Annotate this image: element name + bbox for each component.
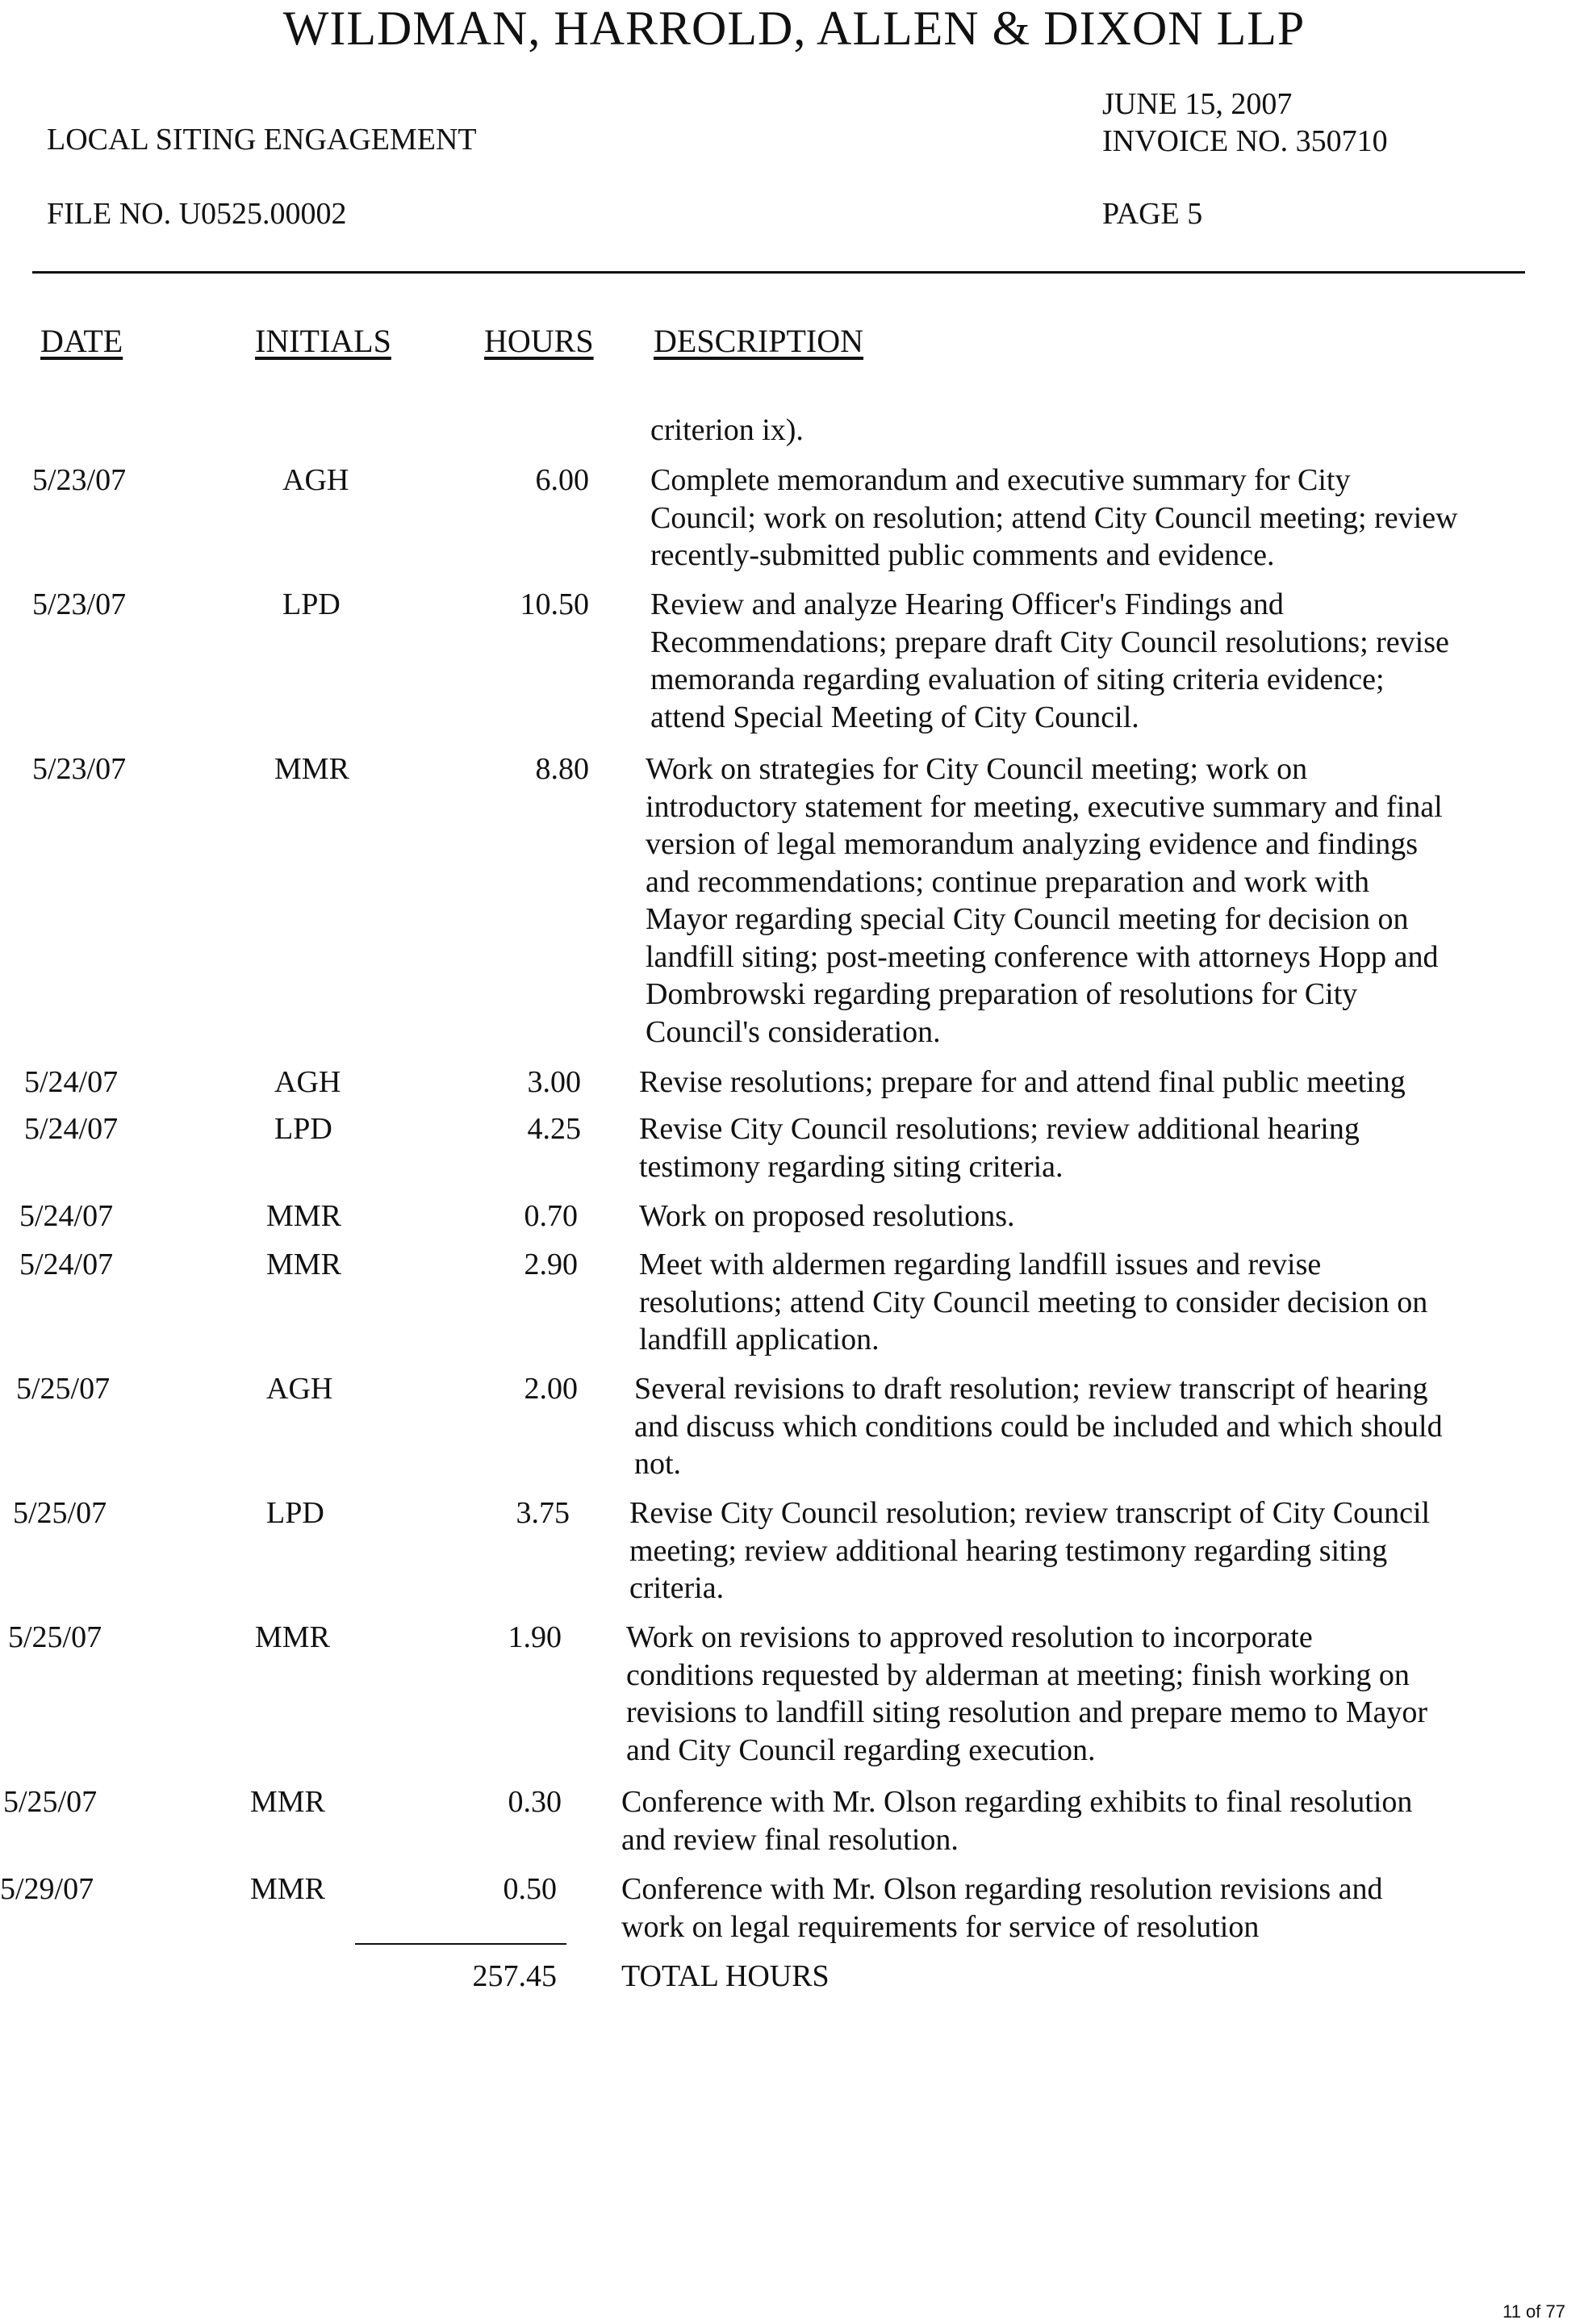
entry-initials: AGH [266, 1372, 333, 1406]
entry-date: 5/23/07 [32, 463, 127, 497]
page-footer: 11 of 77 [1502, 2301, 1565, 2322]
entry-date: 5/24/07 [19, 1199, 114, 1233]
matter-name: LOCAL SITING ENGAGEMENT [47, 123, 477, 157]
total-rule [355, 1943, 566, 1945]
total-hours-label: TOTAL HOURS [621, 1959, 830, 1993]
entry-description-line: and City Council regarding execution. [626, 1733, 1096, 1767]
entry-description-line: memoranda regarding evaluation of siting criteria evidence; [650, 663, 1385, 696]
continuation-text: criterion ix). [650, 413, 804, 447]
entry-description-line: Council's consideration. [646, 1014, 941, 1049]
entry-description-line: criteria. [629, 1571, 725, 1605]
column-header-description: DESCRIPTION [654, 323, 864, 359]
entry-description-line: work on legal requirements for service of resolution [621, 1909, 1260, 1944]
entry-description-line: and discuss which conditions could be included and which should [634, 1409, 1443, 1444]
entry-description-line: version of legal memorandum analyzing evidence and findings [646, 827, 1419, 861]
entry-date: 5/23/07 [32, 752, 127, 786]
entry-description-line: Several revisions to draft resolution; review transcript of hearing [634, 1372, 1428, 1406]
file-number: FILE NO. U0525.00002 [47, 197, 347, 231]
invoice-date: JUNE 15, 2007 [1102, 87, 1293, 121]
entry-date: 5/29/07 [0, 1872, 94, 1906]
entry-hours: 2.00 [524, 1372, 578, 1406]
entry-description-line: Revise City Council resolutions; review additional hearing [639, 1112, 1360, 1146]
entry-initials: LPD [266, 1496, 324, 1530]
entry-description-line: Mayor regarding special City Council meeting for decision on [646, 902, 1409, 936]
entry-description-line: resolutions; attend City Council meeting to consider decision on [639, 1285, 1428, 1319]
entry-description-line: testimony regarding siting criteria. [639, 1149, 1064, 1184]
entry-initials: MMR [250, 1872, 325, 1906]
entry-description-line: Council; work on resolution; attend City Council meeting; review [650, 500, 1458, 535]
entry-date: 5/24/07 [19, 1248, 114, 1281]
entry-description-line: meeting; review additional hearing testimony regarding siting [629, 1533, 1388, 1568]
entry-description-line: Conference with Mr. Olson regarding resolution revisions and [621, 1872, 1383, 1906]
entry-description-line: introductory statement for meeting, executive summary and final [646, 789, 1443, 824]
entry-initials: AGH [282, 463, 349, 497]
entry-hours: 6.00 [535, 463, 589, 497]
entry-hours: 3.75 [516, 1496, 570, 1530]
column-header-date: DATE [40, 323, 123, 359]
entry-date: 5/25/07 [8, 1620, 102, 1654]
entry-description-line: conditions requested by alderman at meeting; finish working on [626, 1657, 1410, 1692]
entry-date: 5/25/07 [3, 1785, 98, 1819]
entry-date: 5/23/07 [32, 587, 127, 621]
column-header-initials: INITIALS [255, 323, 391, 359]
total-hours-value: 257.45 [472, 1959, 557, 1993]
entry-date: 5/24/07 [24, 1112, 119, 1146]
entry-description-line: and recommendations; continue preparation and work with [646, 864, 1369, 899]
entry-hours: 0.30 [508, 1785, 562, 1819]
invoice-number: INVOICE NO. 350710 [1102, 124, 1388, 158]
entry-description-line: revisions to landfill siting resolution and prepare memo to Mayor [626, 1695, 1428, 1729]
entry-hours: 8.80 [535, 752, 589, 786]
entry-description-line: Work on strategies for City Council meeting; work on [646, 752, 1308, 786]
entry-hours: 2.90 [524, 1248, 578, 1281]
header-rule [32, 271, 1525, 274]
page-number: PAGE 5 [1102, 197, 1203, 231]
entry-description-line: Revise resolutions; prepare for and attend final public meeting [639, 1065, 1406, 1099]
entry-description-line: Revise City Council resolution; review transcript of City Council [629, 1496, 1431, 1530]
entry-description-line: recently-submitted public comments and evidence. [650, 538, 1275, 572]
entry-description-line: Work on proposed resolutions. [639, 1199, 1015, 1233]
entry-description-line: Recommendations; prepare draft City Council resolutions; revise [650, 625, 1449, 659]
entry-initials: LPD [274, 1112, 332, 1146]
entry-initials: MMR [250, 1785, 325, 1819]
entry-hours: 4.25 [527, 1112, 581, 1146]
entry-description-line: Complete memorandum and executive summary for City [650, 463, 1351, 497]
entry-hours: 0.70 [524, 1199, 578, 1233]
entry-description-line: Work on revisions to approved resolution to incorporate [626, 1620, 1313, 1654]
firm-name: WILDMAN, HARROLD, ALLEN & DIXON LLP [282, 2, 1306, 55]
entry-date: 5/24/07 [24, 1065, 119, 1099]
entry-description-line: Conference with Mr. Olson regarding exhibits to final resolution [621, 1785, 1413, 1819]
entry-initials: MMR [255, 1620, 330, 1654]
column-header-hours: HOURS [484, 323, 594, 359]
entry-hours: 0.50 [503, 1872, 557, 1906]
entry-description-line: landfill application. [639, 1323, 880, 1356]
entry-description-line: not. [634, 1447, 682, 1481]
entry-initials: MMR [266, 1199, 341, 1233]
entry-hours: 1.90 [508, 1620, 562, 1654]
entry-description-line: Dombrowski regarding preparation of resolutions for City [646, 977, 1358, 1011]
entry-initials: AGH [274, 1065, 341, 1099]
entry-description-line: attend Special Meeting of City Council. [650, 700, 1139, 734]
entry-description-line: landfill siting; post-meeting conference with attorneys Hopp and [646, 939, 1439, 974]
entry-hours: 10.50 [520, 587, 589, 621]
entry-initials: MMR [274, 752, 349, 786]
entry-date: 5/25/07 [16, 1372, 111, 1406]
entry-initials: LPD [282, 587, 341, 621]
entry-date: 5/25/07 [13, 1496, 107, 1530]
entry-description-line: and review final resolution. [621, 1822, 959, 1857]
entry-initials: MMR [266, 1248, 341, 1281]
entry-hours: 3.00 [527, 1065, 581, 1099]
entry-description-line: Meet with aldermen regarding landfill issues and revise [639, 1248, 1322, 1281]
entry-description-line: Review and analyze Hearing Officer's Findings and [650, 587, 1284, 621]
